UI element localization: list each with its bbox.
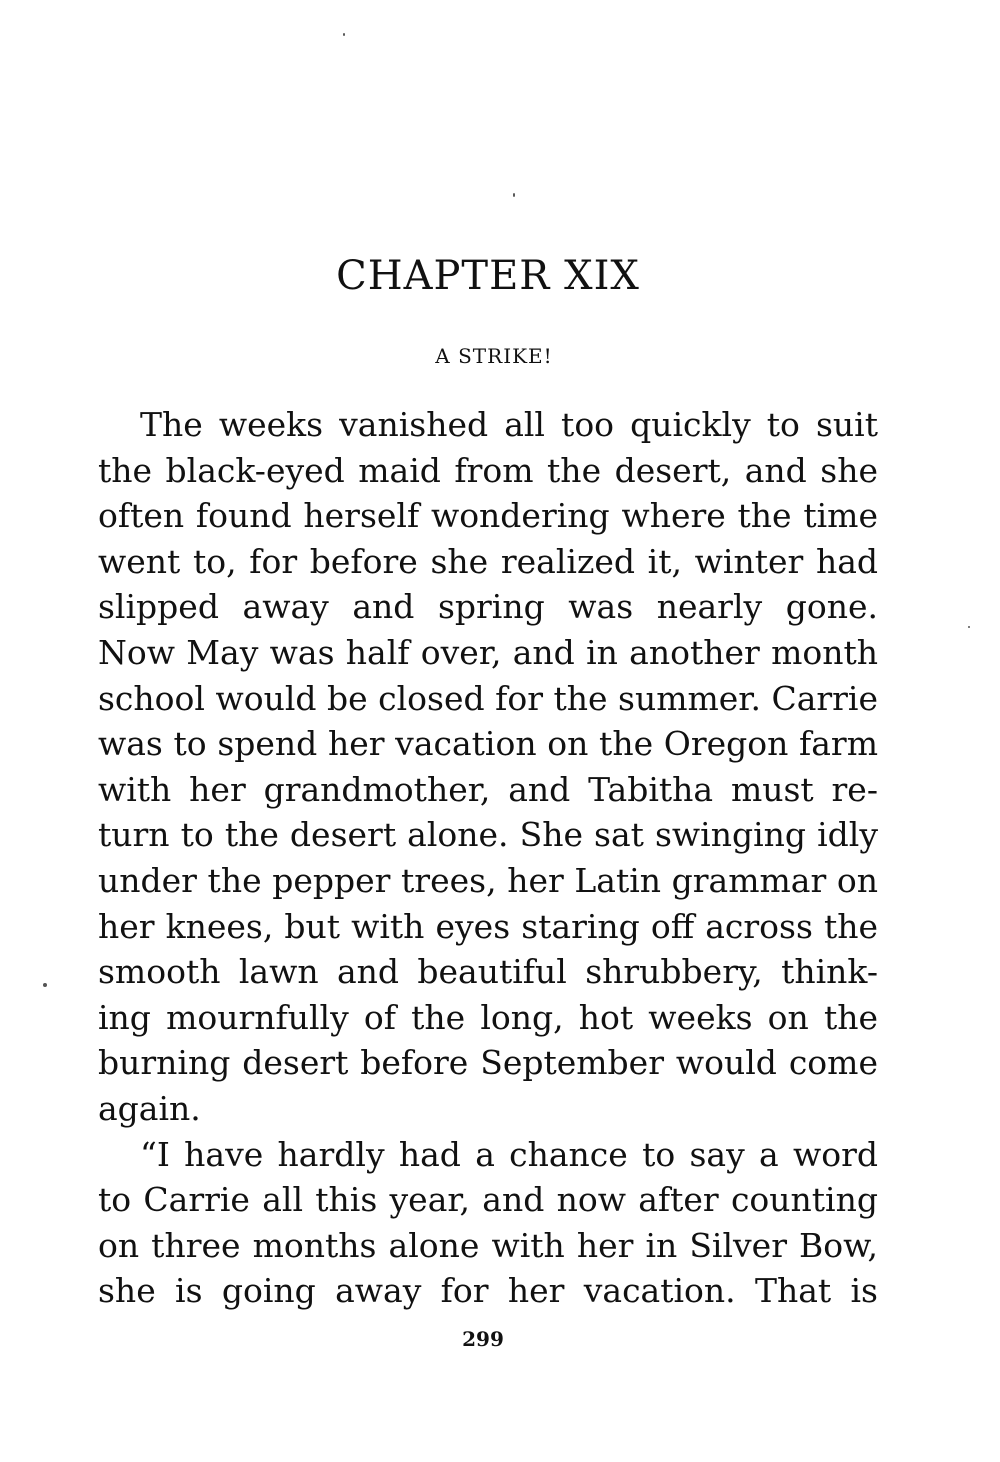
text-line: often found herself wondering where the time [98, 496, 878, 536]
text-line: school would be closed for the summer. Carrie [98, 678, 878, 718]
scan-speck [968, 626, 970, 628]
text-line: she is going away for her vacation. That is [98, 1271, 878, 1311]
text-line: to Carrie all this year, and now after counting [98, 1180, 878, 1220]
text-line: was to spend her vacation on the Oregon farm [98, 724, 878, 764]
text-line: ing mournfully of the long, hot weeks on the [98, 997, 878, 1037]
page-number: 299 [462, 1327, 504, 1351]
text-line: Now May was half over, and in another month [98, 632, 878, 672]
text-line: The weeks vanished all too quickly to suit [140, 405, 878, 444]
text-line: her knees, but with eyes staring off across the [98, 906, 878, 946]
text-line: went to, for before she realized it, winter had [98, 541, 878, 581]
text-line: burning desert before September would come [98, 1043, 878, 1083]
body-text [98, 402, 878, 1314]
text-line: “I have hardly had a chance to say a word [140, 1134, 878, 1174]
chapter-subtitle: A STRIKE! [435, 344, 553, 368]
scan-speck [343, 33, 345, 36]
text-line: with her grandmother, and Tabitha must re- [98, 769, 878, 809]
scan-speck [43, 983, 47, 987]
text-line: smooth lawn and beautiful shrubbery, think- [98, 952, 878, 992]
text-line: on three months alone with her in Silver Bow, [98, 1225, 878, 1265]
text-line: the black-eyed maid from the desert, and she [98, 450, 878, 490]
chapter-heading: CHAPTER XIX [336, 253, 640, 299]
text-line: under the pepper trees, her Latin grammar on [98, 860, 878, 900]
text-line: turn to the desert alone. She sat swinging idly [98, 815, 878, 855]
scan-speck [513, 193, 515, 197]
text-line: slipped away and spring was nearly gone. [98, 587, 878, 627]
text-line: again. [98, 1088, 201, 1128]
